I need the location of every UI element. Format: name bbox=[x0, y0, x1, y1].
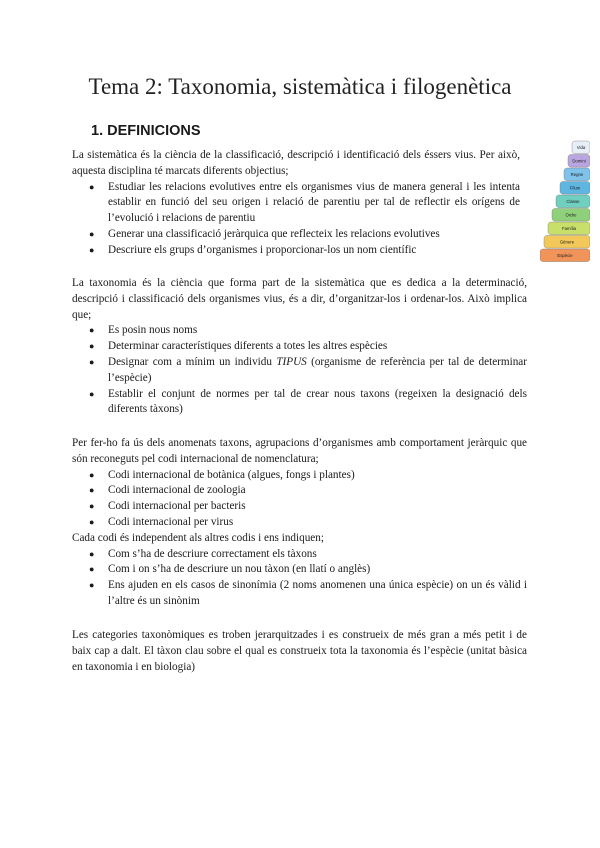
list-item: ● Codi internacional per bacteris bbox=[89, 500, 246, 513]
pyramid-level-label: Espècie bbox=[557, 252, 573, 258]
pyramid-level-label: Vida bbox=[576, 144, 586, 150]
categories-section bbox=[72, 628, 527, 675]
taxonomia-section bbox=[72, 276, 527, 418]
taxons-section bbox=[72, 436, 527, 610]
list-item: ● Codi internacional de zoologia bbox=[89, 484, 246, 497]
list-item: ● Ens ajuden en els casos de sinonímia (2 noms anomenen una única espècie) on un és vàlid i l’altre és un sinònim bbox=[89, 579, 527, 607]
list-item: ● Com s’ha de descriure correctament els tàxons bbox=[89, 547, 317, 560]
pyramid-level-label: Classe bbox=[566, 198, 580, 204]
pyramid-level bbox=[552, 209, 590, 222]
pyramid-level bbox=[540, 249, 590, 262]
pyramid-level bbox=[548, 222, 590, 235]
list-codis bbox=[72, 468, 527, 531]
paragraph-categories: Les categories taxonòmiques es troben jerarquitzades i es construeix de més gran a més petit i de baix cap a dalt. El tàxon clau sobre el qual es construeix tota la taxonomia és l’espècie (unitat bàsica en taxonomia i en biologia) bbox=[72, 629, 527, 673]
paragraph-codis: Cada codi és independent als altres codis i ens indiquen; bbox=[72, 531, 324, 544]
page-title: Tema 2: Taxonomia, sistemàtica i filogenètica bbox=[88, 74, 512, 99]
list-item: ● Determinar característiques diferents a totes les altres espècies bbox=[89, 340, 388, 353]
taxonomy-pyramid-figure bbox=[540, 140, 590, 262]
pyramid-level-label: Família bbox=[561, 225, 577, 231]
list-item: ● Descriure els grups d’organismes i proporcionar-los un nom científic bbox=[89, 243, 417, 256]
pyramid-level-label: Gènere bbox=[559, 239, 575, 245]
pyramid-level bbox=[564, 168, 590, 181]
section-heading-definicions: 1. DEFINICIONS bbox=[91, 123, 201, 139]
paragraph-taxonomia: La taxonomia és la ciència que forma part de la sistemàtica que es dedica a la determinació, descripció i classificació dels organismes vius, és a dir, d’organitzar-los i ordenar-los. Això implica que; bbox=[72, 277, 527, 321]
list-item: ● Generar una classificació jeràrquica que reflecteix les relacions evolutives bbox=[89, 227, 440, 240]
pyramid-level bbox=[544, 236, 590, 249]
paragraph-taxons: Per fer-ho fa ús dels anomenats taxons, agrupacions d’organismes amb comportament jeràrquic que són reconeguts pel codi internacional de nomenclatura; bbox=[72, 437, 527, 465]
list-objectius bbox=[72, 180, 520, 259]
list-item: ● Estudiar les relacions evolutives entre els organismes vius de manera general i les intenta establir en funció del seu origen i relació de parentiu per tal de reflectir els orígens de l’evolució i relacions de parentiu bbox=[89, 180, 520, 225]
list-item: ● Codi internacional de botànica (algues, fongs i plantes) bbox=[89, 468, 355, 481]
pyramid-level bbox=[556, 195, 590, 208]
list-implica bbox=[72, 323, 527, 418]
pyramid-level bbox=[568, 155, 590, 168]
pyramid-level bbox=[560, 182, 590, 195]
pyramid-level-label: Fílum bbox=[569, 185, 581, 191]
list-item: ● Establir el conjunt de normes per tal de crear nous taxons (regeixen la designació dels diferents tàxons) bbox=[89, 387, 527, 416]
pyramid-level-label: Ordre bbox=[565, 212, 577, 218]
pyramid-level bbox=[572, 141, 590, 154]
tipus-term: TIPUS bbox=[276, 355, 307, 368]
paragraph-sistematica: La sistemàtica és la ciència de la classificació, descripció i identificació dels éssers vius. Per això, aquesta disciplina té marcats diferents objectius; bbox=[72, 149, 520, 177]
pyramid-level-label: Regne bbox=[570, 171, 584, 177]
list-item: ● Es posin nous noms bbox=[89, 324, 198, 337]
list-indicacions bbox=[72, 547, 527, 610]
list-item: ● Designar com a mínim un individu TIPUS (organisme de referència per tal de determinar l’espècie) bbox=[89, 355, 527, 384]
list-item: ● Com i on s’ha de descriure un nou tàxon (en llatí o anglès) bbox=[89, 563, 371, 576]
list-item: ● Codi internacional per virus bbox=[89, 515, 234, 528]
pyramid-level-label: Domini bbox=[572, 158, 586, 164]
sistematica-section bbox=[72, 148, 520, 259]
